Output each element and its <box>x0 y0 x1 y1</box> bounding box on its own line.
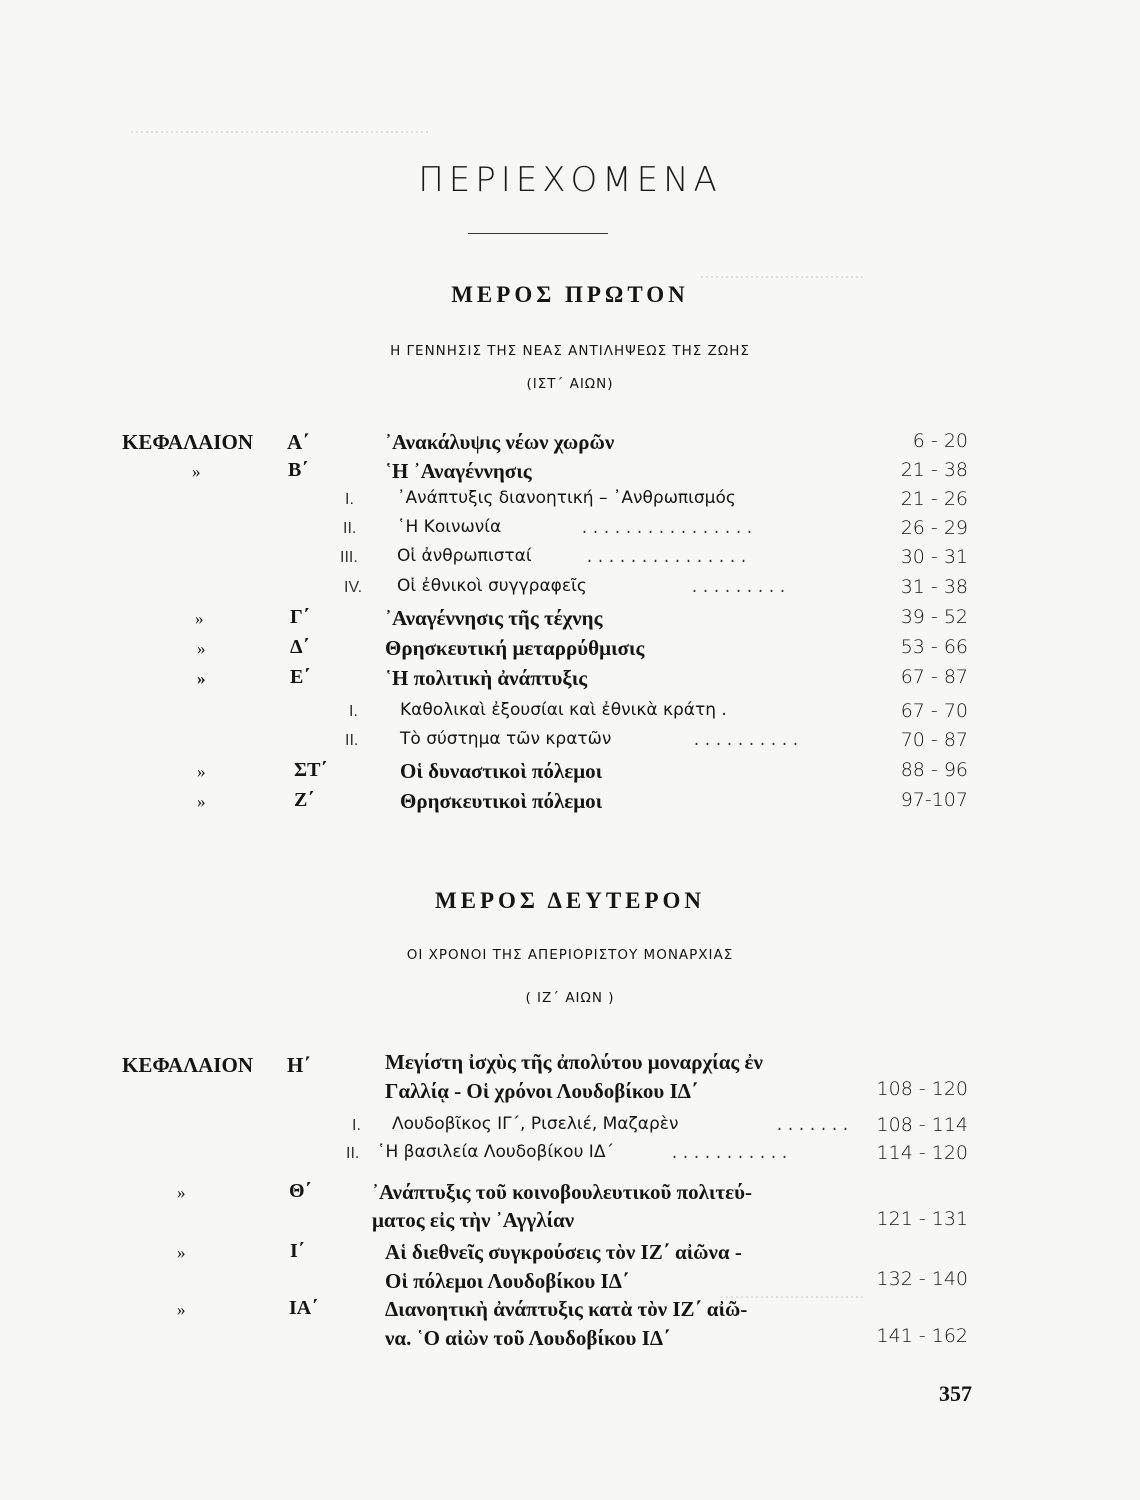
leader-dots: ......... <box>690 580 790 597</box>
section-title: Λουδοβῖκος ΙΓ΄, Ρισελιέ, Μαζαρὲν <box>392 1114 679 1134</box>
chapter-letter: Η΄ <box>287 1053 311 1077</box>
chapter-title-line2: να. ῾Ο αἰὼν τοῦ Λουδοβίκου ΙΔ΄ <box>385 1326 671 1350</box>
part-two-subtitle: ΟΙ ΧΡΟΝΟΙ ΤΗΣ ΑΠΕΡΙΟΡΙΣΤΟΥ ΜΟΝΑΡΧΙΑΣ <box>406 947 734 963</box>
chapter-title-line1: Αἱ διεθνεῖς συγκρούσεις τὸν ΙΖ΄ αἰῶνα - <box>385 1240 742 1264</box>
page-number: 357 <box>939 1381 972 1406</box>
chapter-title-line2: Γαλλίᾳ - Οἱ χρόνοι Λουδοβίκου ΙΔ΄ <box>385 1079 698 1103</box>
chapter-title: ᾿Αναγέννησις τῆς τέχνης <box>385 606 603 630</box>
ditto-mark: » <box>197 792 206 811</box>
chapter-title: Θρησκευτική μεταρρύθμισις <box>385 636 645 660</box>
section-title: ῾Η βασιλεία Λουδοβίκου ΙΔ΄ <box>377 1142 614 1162</box>
toc-section[interactable] <box>0 576 1140 606</box>
leader-dots: ............... <box>585 550 751 567</box>
toc-chapter-z[interactable] <box>0 789 1140 819</box>
page-range: 141 - 162 <box>876 1325 968 1347</box>
page-range: 88 - 96 <box>900 759 968 781</box>
leader-dots: ........... <box>670 1146 792 1163</box>
chapter-label: ΚΕΦΑΛΑΙΟΝ <box>122 1053 253 1077</box>
leader-dots: ................ <box>580 521 757 538</box>
toc-chapter-b[interactable] <box>0 459 1140 489</box>
toc-chapter-h[interactable] <box>0 1050 1140 1110</box>
chapter-letter: Δ΄ <box>290 636 310 658</box>
ditto-mark: » <box>197 669 206 688</box>
chapter-letter: Α΄ <box>287 430 310 454</box>
part-two-century: ( ΙΖ΄ ΑΙΩΝ ) <box>525 990 615 1006</box>
ditto-mark: » <box>195 609 204 628</box>
page-range: 70 - 87 <box>900 729 968 751</box>
toc-section[interactable] <box>0 1114 1140 1144</box>
chapter-title: Θρησκευτικοὶ πόλεμοι <box>400 789 603 813</box>
ditto-mark: » <box>177 1183 186 1202</box>
ditto-mark: » <box>197 762 206 781</box>
part-one-century: (ΙΣΤ΄ ΑΙΩΝ) <box>526 376 614 392</box>
toc-chapter-c[interactable] <box>0 606 1140 636</box>
chapter-title: ῾Η πολιτικὴ ἀνάπτυξις <box>385 666 588 690</box>
chapter-title-line2: ματος εἰς τὴν ᾿Αγγλίαν <box>372 1208 575 1232</box>
page-range: 108 - 114 <box>876 1114 968 1136</box>
chapter-title-line1: Μεγίστη ἰσχὺς τῆς ἀπολύτου μοναρχίας ἐν <box>385 1050 763 1074</box>
page-range: 97-107 <box>900 789 968 811</box>
chapter-letter: ΙΑ΄ <box>289 1297 318 1319</box>
title-rule <box>468 233 608 234</box>
section-title: Τὸ σύστημα τῶν κρατῶν <box>400 729 612 749</box>
chapter-letter: Ζ΄ <box>294 789 314 811</box>
toc-section[interactable] <box>0 1142 1140 1172</box>
page-range: 31 - 38 <box>900 576 968 598</box>
section-title: Οἱ ἐθνικοὶ συγγραφεῖς <box>397 576 587 596</box>
toc-section[interactable] <box>0 517 1140 547</box>
page-range: 67 - 70 <box>900 700 968 722</box>
page-range: 30 - 31 <box>900 546 968 568</box>
toc-chapter-e[interactable] <box>0 666 1140 696</box>
page-range: 108 - 120 <box>876 1078 968 1100</box>
toc-section[interactable] <box>0 546 1140 576</box>
chapter-title-line1: Διανοητικὴ ἀνάπτυξις κατὰ τὸν ΙΖ΄ αἰῶ- <box>385 1297 748 1321</box>
ditto-mark: » <box>192 462 201 481</box>
ditto-mark: » <box>197 639 206 658</box>
ditto-mark: » <box>177 1300 186 1319</box>
chapter-title-line1: ᾿Ανάπτυξις τοῦ κοινοβουλευτικοῦ πολιτεύ- <box>372 1180 752 1204</box>
section-numeral: Ι. <box>349 703 358 720</box>
chapter-letter: Θ΄ <box>289 1180 312 1202</box>
chapter-title-line2: Οἱ πόλεμοι Λουδοβίκου ΙΔ΄ <box>385 1269 629 1293</box>
page-title: ΠΕΡΙΕΧΟΜΕΝΑ <box>418 160 722 200</box>
toc-section[interactable] <box>0 700 1140 730</box>
section-title: ᾿Ανάπτυξις διανοητική – ᾿Ανθρωπισμός <box>397 488 736 508</box>
page-range: 26 - 29 <box>900 517 968 539</box>
toc-section[interactable] <box>0 488 1140 518</box>
toc-chapter-th[interactable] <box>0 1180 1140 1240</box>
section-title: ῾Η Κοινωνία <box>397 517 502 537</box>
page-range: 114 - 120 <box>876 1142 968 1164</box>
part-one-heading: ΜΕΡΟΣ ΠΡΩΤΟΝ <box>451 282 689 307</box>
section-numeral: ΙΙ. <box>346 1145 360 1162</box>
toc-chapter-d[interactable] <box>0 636 1140 666</box>
section-numeral: Ι. <box>352 1117 361 1134</box>
section-numeral: Ι. <box>345 491 354 508</box>
chapter-letter: Β΄ <box>288 459 308 481</box>
section-numeral: ΙΙ. <box>345 732 359 749</box>
leader-dots: .......... <box>692 733 803 750</box>
chapter-title: ᾿Ανακάλυψις νέων χωρῶν <box>385 430 615 454</box>
page-range: 39 - 52 <box>900 606 968 628</box>
section-title: Καθολικαὶ ἐξουσίαι καὶ ἐθνικὰ κράτη . <box>400 700 727 720</box>
toc-chapter-a[interactable] <box>0 430 1140 460</box>
chapter-letter: Γ΄ <box>290 606 310 628</box>
toc-chapter-i[interactable] <box>0 1240 1140 1300</box>
toc-section[interactable] <box>0 729 1140 759</box>
page-range: 21 - 38 <box>900 459 968 481</box>
part-one-subtitle: Η ΓΕΝΝΗΣΙΣ ΤΗΣ ΝΕΑΣ ΑΝΤΙΛΗΨΕΩΣ ΤΗΣ ΖΩΗΣ <box>390 343 750 359</box>
page-range: 6 - 20 <box>912 430 968 452</box>
leader-dots: ....... <box>775 1118 853 1135</box>
page-range: 53 - 66 <box>900 636 968 658</box>
chapter-label: ΚΕΦΑΛΑΙΟΝ <box>122 430 253 454</box>
ditto-mark: » <box>177 1243 186 1262</box>
toc-chapter-ia[interactable] <box>0 1297 1140 1357</box>
page-range: 67 - 87 <box>900 666 968 688</box>
section-numeral: ΙV. <box>344 579 363 596</box>
page-range: 21 - 26 <box>900 488 968 510</box>
chapter-title: Οἱ δυναστικοὶ πόλεμοι <box>400 759 603 783</box>
part-two-heading: ΜΕΡΟΣ ΔΕΥΤΕΡΟΝ <box>434 888 706 913</box>
chapter-letter: Ε΄ <box>290 666 310 688</box>
section-numeral: ΙΙ. <box>343 520 357 537</box>
chapter-letter: ΣΤ΄ <box>294 759 328 781</box>
page-range: 121 - 131 <box>876 1208 968 1230</box>
section-numeral: ΙΙΙ. <box>340 549 358 566</box>
chapter-letter: Ι΄ <box>290 1240 305 1262</box>
page-range: 132 - 140 <box>876 1268 968 1290</box>
toc-chapter-st[interactable] <box>0 759 1140 789</box>
section-title: Οἱ ἀνθρωπισταί <box>397 546 532 566</box>
chapter-title: ῾Η ᾿Αναγέννησις <box>385 459 532 483</box>
